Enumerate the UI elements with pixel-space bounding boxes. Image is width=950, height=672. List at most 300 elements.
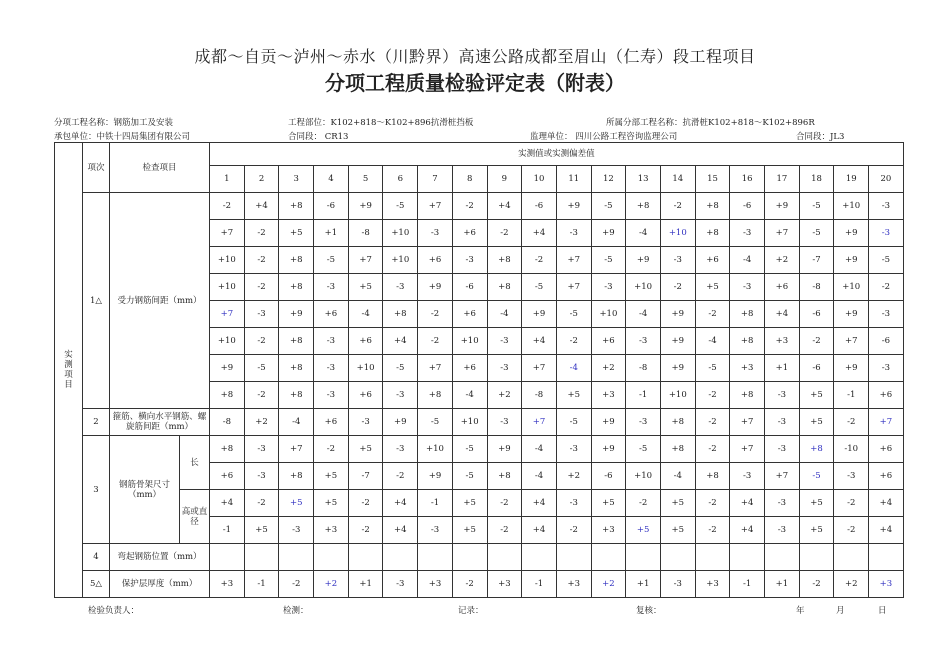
measured-value xyxy=(730,544,765,571)
measured-value: -3 xyxy=(348,409,383,436)
measured-value: +8 xyxy=(210,436,245,463)
measured-value: +7 xyxy=(834,328,869,355)
column-number: 1 xyxy=(210,166,245,193)
measured-value: -5 xyxy=(799,220,834,247)
item-no: 3 xyxy=(83,436,110,544)
column-number: 15 xyxy=(695,166,730,193)
measured-value: +7 xyxy=(730,409,765,436)
measured-value: -3 xyxy=(730,463,765,490)
measured-value: -2 xyxy=(418,328,453,355)
table-row xyxy=(55,193,904,220)
measured-value xyxy=(591,544,626,571)
measured-value: +7 xyxy=(210,220,245,247)
measured-value: +2 xyxy=(244,409,279,436)
measured-value: +2 xyxy=(487,382,522,409)
measured-value: +9 xyxy=(834,220,869,247)
measured-value: -3 xyxy=(869,355,904,382)
measured-value: -3 xyxy=(383,274,418,301)
column-number: 8 xyxy=(452,166,487,193)
column-number: 16 xyxy=(730,166,765,193)
measured-value: +4 xyxy=(210,490,245,517)
column-number: 11 xyxy=(556,166,591,193)
measured-value: -2 xyxy=(244,490,279,517)
measured-value: -6 xyxy=(799,355,834,382)
measured-value: -3 xyxy=(383,382,418,409)
measured-value: -3 xyxy=(765,436,800,463)
measured-value: -3 xyxy=(869,220,904,247)
measured-value xyxy=(626,544,661,571)
measured-value: -5 xyxy=(418,409,453,436)
measured-value: -4 xyxy=(279,409,314,436)
column-number: 18 xyxy=(799,166,834,193)
measured-value: +7 xyxy=(522,355,557,382)
measured-value: -5 xyxy=(799,463,834,490)
measured-value: +3 xyxy=(210,571,245,598)
measured-value: +8 xyxy=(695,463,730,490)
item-no: 2 xyxy=(83,409,110,436)
item-no: 4 xyxy=(83,544,110,571)
measured-value: +6 xyxy=(452,220,487,247)
measured-value: +5 xyxy=(452,517,487,544)
measured-value: +10 xyxy=(210,328,245,355)
measured-value: +8 xyxy=(210,382,245,409)
measured-value: -2 xyxy=(660,193,695,220)
measured-value: +4 xyxy=(765,301,800,328)
measured-value: -6 xyxy=(799,301,834,328)
measured-value: -5 xyxy=(591,247,626,274)
measured-value: +4 xyxy=(487,193,522,220)
table-row xyxy=(55,490,904,517)
measured-value: -2 xyxy=(522,247,557,274)
measured-value: +8 xyxy=(279,463,314,490)
measured-value: -2 xyxy=(487,490,522,517)
measured-value xyxy=(765,544,800,571)
measured-value: -8 xyxy=(348,220,383,247)
measured-value: +6 xyxy=(452,301,487,328)
check-item-name: 箍筋、横向水平钢筋、螺旋筋间距（mm） xyxy=(110,409,210,436)
measured-value: +7 xyxy=(765,463,800,490)
measured-value: +8 xyxy=(383,301,418,328)
measured-value: +4 xyxy=(730,517,765,544)
measured-value: +4 xyxy=(730,490,765,517)
measured-value: -1 xyxy=(834,382,869,409)
measured-value: +7 xyxy=(869,409,904,436)
measured-value: -2 xyxy=(869,274,904,301)
measured-value: -5 xyxy=(452,463,487,490)
measured-value: +6 xyxy=(210,463,245,490)
measured-value: -2 xyxy=(487,220,522,247)
footer-reviewer: 复核： xyxy=(636,606,662,616)
measured-value: -2 xyxy=(695,301,730,328)
item-no: 5△ xyxy=(83,571,110,598)
measured-value: +9 xyxy=(626,247,661,274)
measured-value: -2 xyxy=(348,517,383,544)
measured-value: +9 xyxy=(210,355,245,382)
measured-value: +6 xyxy=(869,436,904,463)
measured-value: -7 xyxy=(348,463,383,490)
measured-value: -2 xyxy=(314,436,349,463)
measured-value: -4 xyxy=(556,355,591,382)
measured-value: +4 xyxy=(869,490,904,517)
measured-value: +5 xyxy=(314,463,349,490)
measured-value: +8 xyxy=(279,328,314,355)
measured-value: +4 xyxy=(522,220,557,247)
measured-value: -1 xyxy=(418,490,453,517)
measured-value: -2 xyxy=(279,571,314,598)
measured-value xyxy=(452,544,487,571)
measured-value: -4 xyxy=(695,328,730,355)
table-row xyxy=(55,409,904,436)
measured-value: -3 xyxy=(556,220,591,247)
measured-value: +10 xyxy=(626,274,661,301)
measured-value: +9 xyxy=(660,355,695,382)
header-check-item: 检查项目 xyxy=(110,143,210,193)
column-number: 13 xyxy=(626,166,661,193)
measured-value: -3 xyxy=(660,571,695,598)
measured-value: +4 xyxy=(244,193,279,220)
measured-value: -2 xyxy=(799,328,834,355)
column-number: 2 xyxy=(244,166,279,193)
measured-value: +10 xyxy=(210,247,245,274)
table-row xyxy=(55,571,904,598)
measured-value: +9 xyxy=(556,193,591,220)
measured-value: +7 xyxy=(348,247,383,274)
measured-value: -3 xyxy=(314,274,349,301)
measured-value: -5 xyxy=(383,355,418,382)
measured-value: +5 xyxy=(556,382,591,409)
measured-value: -4 xyxy=(660,463,695,490)
measured-value: +2 xyxy=(591,355,626,382)
measured-value: +7 xyxy=(730,436,765,463)
measured-value xyxy=(799,544,834,571)
measured-value xyxy=(348,544,383,571)
measured-value: +4 xyxy=(869,517,904,544)
measured-value: +7 xyxy=(418,193,453,220)
measured-value: -2 xyxy=(695,490,730,517)
measured-value: -5 xyxy=(383,193,418,220)
measured-value: -2 xyxy=(660,274,695,301)
check-item-name: 钢筋骨架尺寸（mm） xyxy=(110,436,180,544)
measured-value: +10 xyxy=(834,193,869,220)
measured-value: +7 xyxy=(418,355,453,382)
measured-value: +6 xyxy=(314,301,349,328)
measured-value: +8 xyxy=(695,193,730,220)
measured-value: +5 xyxy=(695,274,730,301)
measured-value: -2 xyxy=(799,571,834,598)
measured-value: -2 xyxy=(695,409,730,436)
column-number: 3 xyxy=(279,166,314,193)
measured-value: +8 xyxy=(279,247,314,274)
measured-value: +8 xyxy=(660,436,695,463)
measured-value: +9 xyxy=(522,301,557,328)
header-measured: 实测值或实测偏差值 xyxy=(210,143,904,166)
measured-value: +10 xyxy=(660,382,695,409)
measured-value: -2 xyxy=(452,193,487,220)
measured-value: +8 xyxy=(660,409,695,436)
measured-value: -2 xyxy=(244,382,279,409)
measured-value xyxy=(210,544,245,571)
measured-value: -3 xyxy=(660,247,695,274)
measured-value xyxy=(834,544,869,571)
measured-value: +3 xyxy=(487,571,522,598)
measured-value: +3 xyxy=(730,355,765,382)
measured-value: +10 xyxy=(834,274,869,301)
measured-value: -3 xyxy=(556,436,591,463)
measured-value: +2 xyxy=(314,571,349,598)
measured-value: +1 xyxy=(314,220,349,247)
measured-value: +8 xyxy=(279,193,314,220)
supervisor: 监理单位： 四川公路工程咨询监理公司 xyxy=(530,132,678,142)
measured-value: -4 xyxy=(730,247,765,274)
check-item-name: 保护层厚度（mm） xyxy=(110,571,210,598)
footer-day: 日 xyxy=(878,606,887,616)
measured-value: -5 xyxy=(452,436,487,463)
measured-value: -5 xyxy=(522,274,557,301)
measured-value: -2 xyxy=(348,490,383,517)
measured-value: -10 xyxy=(834,436,869,463)
measured-value: +7 xyxy=(765,220,800,247)
measured-value: -3 xyxy=(244,301,279,328)
measured-value: -5 xyxy=(799,193,834,220)
measured-value: -5 xyxy=(591,193,626,220)
measured-value: +8 xyxy=(730,382,765,409)
check-subitem-height: 高或直径 xyxy=(180,490,210,544)
measured-value: +6 xyxy=(348,382,383,409)
parent-project-name: 所属分部工程名称：抗滑桩K102+818～K102+896R xyxy=(606,118,815,128)
measured-value xyxy=(383,544,418,571)
measured-value: -2 xyxy=(487,517,522,544)
measured-value: +9 xyxy=(418,463,453,490)
measured-value: +5 xyxy=(314,490,349,517)
measured-value: +3 xyxy=(591,382,626,409)
check-item-name: 弯起钢筋位置（mm） xyxy=(110,544,210,571)
measured-value: -6 xyxy=(452,274,487,301)
measured-value: +6 xyxy=(591,328,626,355)
measured-value: +8 xyxy=(695,220,730,247)
measured-value: -4 xyxy=(487,301,522,328)
measured-value: -1 xyxy=(730,571,765,598)
check-item-name: 受力钢筋间距（mm） xyxy=(110,193,210,409)
measured-value xyxy=(660,544,695,571)
measured-value: -2 xyxy=(834,490,869,517)
measured-value: +7 xyxy=(522,409,557,436)
measured-value: -3 xyxy=(418,517,453,544)
measured-value: -6 xyxy=(522,193,557,220)
measured-value: -5 xyxy=(244,355,279,382)
measured-value: +8 xyxy=(730,301,765,328)
measured-value: -2 xyxy=(418,301,453,328)
measured-value xyxy=(418,544,453,571)
measured-value: -2 xyxy=(695,436,730,463)
measured-value: -8 xyxy=(626,355,661,382)
column-number: 14 xyxy=(660,166,695,193)
measured-value: -2 xyxy=(556,517,591,544)
measured-value: -5 xyxy=(695,355,730,382)
column-number: 10 xyxy=(522,166,557,193)
measured-value: +1 xyxy=(348,571,383,598)
measured-value: +9 xyxy=(834,301,869,328)
measured-value: -2 xyxy=(244,220,279,247)
measured-value: -3 xyxy=(452,247,487,274)
measured-value: +5 xyxy=(591,490,626,517)
measured-value: +1 xyxy=(765,355,800,382)
measured-value: -4 xyxy=(626,220,661,247)
measured-value: +8 xyxy=(487,463,522,490)
measured-value: -4 xyxy=(522,436,557,463)
measured-value: -3 xyxy=(487,355,522,382)
column-number: 12 xyxy=(591,166,626,193)
side-label: 实测项目 xyxy=(55,143,83,598)
measured-value: -3 xyxy=(279,517,314,544)
measured-value: -8 xyxy=(522,382,557,409)
measured-value: -3 xyxy=(834,463,869,490)
measured-value: -3 xyxy=(765,517,800,544)
contractor: 承包单位：中铁十四局集团有限公司 xyxy=(54,132,191,142)
measured-value: +8 xyxy=(487,247,522,274)
measured-value: +4 xyxy=(383,517,418,544)
measured-value: -3 xyxy=(244,463,279,490)
measured-value: -5 xyxy=(556,301,591,328)
measured-value: +2 xyxy=(591,571,626,598)
column-number: 7 xyxy=(418,166,453,193)
measured-value: -6 xyxy=(591,463,626,490)
measured-value: -3 xyxy=(765,409,800,436)
measured-value: +6 xyxy=(348,328,383,355)
measured-value: -3 xyxy=(869,193,904,220)
measured-value: +8 xyxy=(418,382,453,409)
measured-value: +8 xyxy=(730,328,765,355)
measured-value: +5 xyxy=(799,490,834,517)
measured-value: +5 xyxy=(348,274,383,301)
measured-value: +1 xyxy=(626,571,661,598)
measured-value: +2 xyxy=(556,463,591,490)
measured-value: -4 xyxy=(452,382,487,409)
measured-value: +7 xyxy=(556,247,591,274)
measured-value: -3 xyxy=(314,355,349,382)
measured-value: -3 xyxy=(418,220,453,247)
measured-value: -1 xyxy=(210,517,245,544)
measured-value: -3 xyxy=(314,328,349,355)
header-item-no: 项次 xyxy=(83,143,110,193)
measured-value: +10 xyxy=(626,463,661,490)
measured-value: +5 xyxy=(626,517,661,544)
measured-value: +6 xyxy=(452,355,487,382)
measured-value: +9 xyxy=(279,301,314,328)
measured-value: -3 xyxy=(730,220,765,247)
column-number: 20 xyxy=(869,166,904,193)
measured-value: +5 xyxy=(279,220,314,247)
measured-value: +4 xyxy=(383,328,418,355)
measured-value: +4 xyxy=(522,490,557,517)
measured-value: +6 xyxy=(765,274,800,301)
measured-value: +6 xyxy=(314,409,349,436)
measured-value: +6 xyxy=(695,247,730,274)
measured-value: +10 xyxy=(210,274,245,301)
measured-value: +8 xyxy=(279,382,314,409)
measured-value: -4 xyxy=(348,301,383,328)
measured-value: -7 xyxy=(799,247,834,274)
measured-value: -3 xyxy=(383,436,418,463)
measured-value: +4 xyxy=(522,517,557,544)
measured-value: -5 xyxy=(556,409,591,436)
column-number: 6 xyxy=(383,166,418,193)
measured-value: +9 xyxy=(765,193,800,220)
measured-value xyxy=(314,544,349,571)
measured-value: -2 xyxy=(452,571,487,598)
contract-section: 合同段： CR13 xyxy=(288,132,349,142)
measured-value: -5 xyxy=(314,247,349,274)
column-number: 9 xyxy=(487,166,522,193)
column-number: 5 xyxy=(348,166,383,193)
measured-value: -2 xyxy=(383,463,418,490)
measured-value: +10 xyxy=(383,220,418,247)
measured-value: -3 xyxy=(487,409,522,436)
measured-value: +3 xyxy=(695,571,730,598)
measured-value: -2 xyxy=(210,193,245,220)
measured-value xyxy=(487,544,522,571)
measured-value: +5 xyxy=(799,382,834,409)
measured-value: +4 xyxy=(522,328,557,355)
measured-value: +8 xyxy=(279,355,314,382)
measured-value: +10 xyxy=(660,220,695,247)
measured-value: +5 xyxy=(799,409,834,436)
measured-value: +3 xyxy=(556,571,591,598)
measured-value xyxy=(279,544,314,571)
measured-value: -3 xyxy=(869,301,904,328)
form-title: 分项工程质量检验评定表（附表） xyxy=(325,71,625,95)
measured-value: +3 xyxy=(591,517,626,544)
footer-tester: 检测： xyxy=(283,606,309,616)
measured-value: -8 xyxy=(210,409,245,436)
measured-value: -6 xyxy=(314,193,349,220)
measured-value: -3 xyxy=(383,571,418,598)
measured-value: -8 xyxy=(799,274,834,301)
column-number: 17 xyxy=(765,166,800,193)
measured-value: -2 xyxy=(626,490,661,517)
measured-value: -2 xyxy=(834,409,869,436)
measured-value: -4 xyxy=(522,463,557,490)
measured-value xyxy=(556,544,591,571)
measured-value: -3 xyxy=(487,328,522,355)
measured-value: +8 xyxy=(626,193,661,220)
measured-value: +5 xyxy=(348,436,383,463)
column-number: 19 xyxy=(834,166,869,193)
measured-value xyxy=(869,544,904,571)
measured-value: +10 xyxy=(452,409,487,436)
measured-value: +10 xyxy=(452,328,487,355)
measured-value: -3 xyxy=(765,382,800,409)
measured-value: -1 xyxy=(626,382,661,409)
measured-value: +10 xyxy=(348,355,383,382)
subproject-name: 分项工程名称：钢筋加工及安装 xyxy=(54,118,174,128)
measured-value: -3 xyxy=(626,328,661,355)
measured-value: +5 xyxy=(279,490,314,517)
measured-value: -2 xyxy=(695,517,730,544)
measured-value: +5 xyxy=(660,517,695,544)
measured-value: +10 xyxy=(383,247,418,274)
measured-value: +9 xyxy=(348,193,383,220)
measured-value: +5 xyxy=(244,517,279,544)
measured-value: +4 xyxy=(383,490,418,517)
measured-value: +8 xyxy=(279,274,314,301)
measured-value: +5 xyxy=(452,490,487,517)
measured-value: -2 xyxy=(834,517,869,544)
table-row xyxy=(55,436,904,463)
measured-value: -3 xyxy=(314,382,349,409)
measured-value: -3 xyxy=(765,490,800,517)
measured-value: +9 xyxy=(418,274,453,301)
table-row xyxy=(55,544,904,571)
